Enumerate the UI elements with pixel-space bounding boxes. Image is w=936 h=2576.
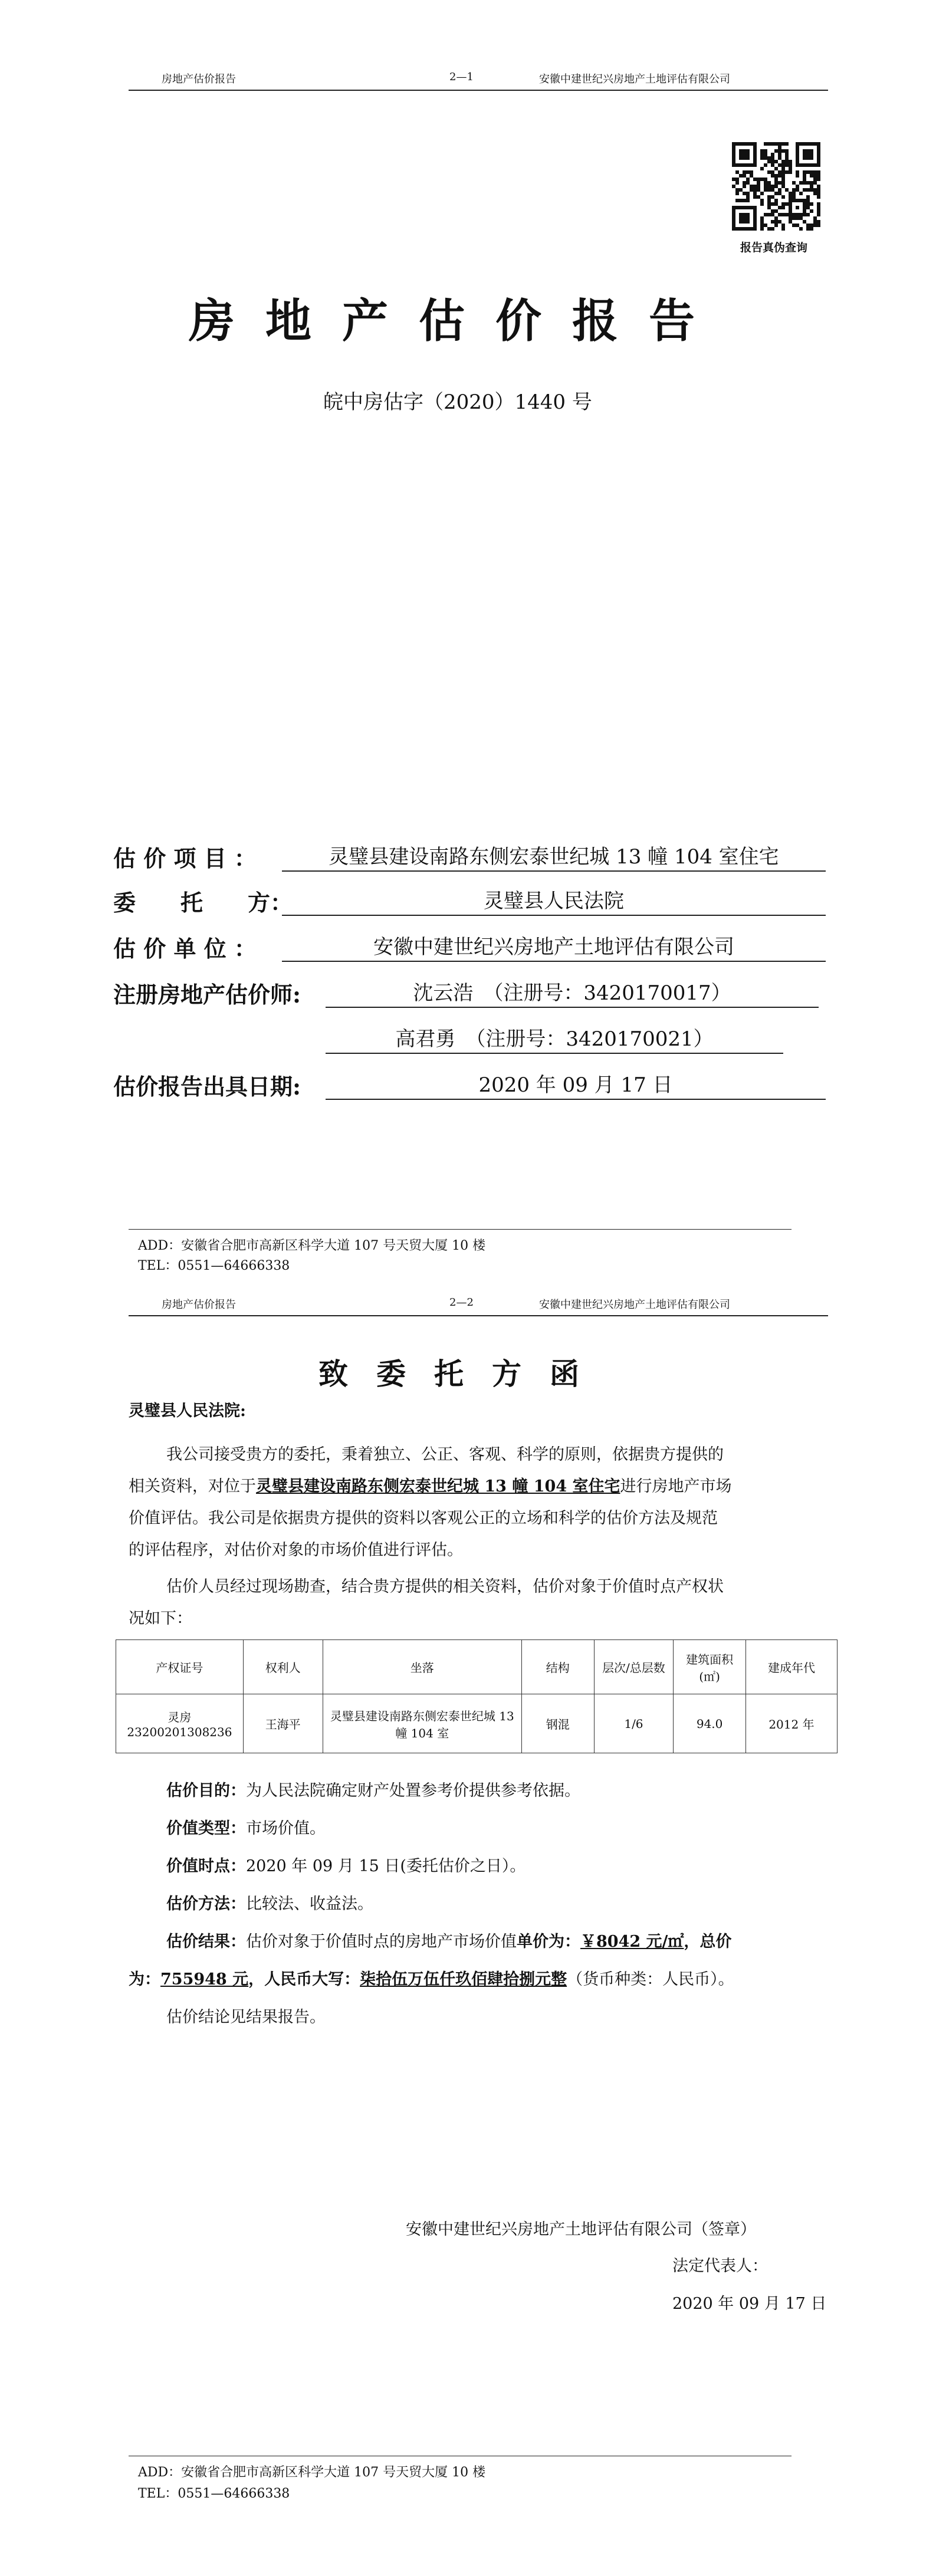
signature-date: 2020 年 09 月 17 日 — [672, 2295, 827, 2313]
para1-line2 — [129, 1472, 732, 1501]
header-rule — [129, 90, 828, 91]
para1-suffix: 进行房地产市场 — [620, 1477, 732, 1496]
table-header: 建筑面积(㎡) — [674, 1640, 746, 1694]
table-cell-cert — [116, 1694, 244, 1753]
property-address: 灵璧县建设南路东侧宏泰世纪城 13 幢 104 室住宅 — [256, 1477, 620, 1496]
para1-prefix: 相关资料，对位于 — [129, 1477, 256, 1496]
property-table — [116, 1639, 838, 1753]
total-label: ，总价 — [684, 1933, 732, 1951]
para1-line1: 我公司接受贵方的委托，秉着独立、公正、客观、科学的原则，依据贵方提供的 — [166, 1445, 724, 1464]
total-price: 755948 元 — [160, 1970, 249, 1989]
table-cell-structure: 钢混 — [521, 1694, 594, 1753]
unit-price: ￥8042 元/㎡ — [580, 1933, 684, 1951]
date-label: 估价报告出具日期: — [113, 1073, 301, 1100]
report-title: 房地产估价报告 — [189, 294, 726, 348]
value-date-value: 2020 年 09 月 15 日(委托估价之日）。 — [246, 1857, 526, 1875]
header-right: 安徽中建世纪兴房地产土地评估有限公司 — [539, 1299, 730, 1311]
purpose-label: 估价目的： — [166, 1782, 246, 1800]
unit-value: 安徽中建世纪兴房地产土地评估有限公司 — [282, 931, 826, 962]
appraiser-2: 高君勇 （注册号：3420170021） — [326, 1023, 783, 1054]
para1-line4: 的评估程序，对估价对象的市场价值进行评估。 — [129, 1541, 463, 1559]
table-cell-year: 2012 年 — [745, 1694, 837, 1753]
signature-rep: 法定代表人： — [672, 2257, 768, 2275]
table-cell-floor: 1/6 — [594, 1694, 674, 1753]
unit-price-label: 单价为： — [517, 1933, 580, 1951]
project-value: 灵璧县建设南路东侧宏泰世纪城 13 幢 104 室住宅 — [282, 840, 826, 872]
table-cell-owner: 王海平 — [243, 1694, 323, 1753]
table-cell-location: 灵璧县建设南路东侧宏泰世纪城 13 幢 104 室 — [323, 1694, 521, 1753]
table-row — [116, 1694, 838, 1753]
footer-address: ADD：安徽省合肥市高新区科学大道 107 号天贸大厦 10 楼 — [138, 2465, 486, 2480]
table-header-row — [116, 1640, 838, 1694]
para2-line2: 况如下： — [129, 1609, 192, 1628]
value-date-line — [166, 1852, 526, 1881]
header-page-number: 2—1 — [449, 71, 474, 83]
table-cell-area: 94.0 — [674, 1694, 746, 1753]
purpose-value: 为人民法院确定财产处置参考价提供参考依据。 — [246, 1782, 580, 1800]
project-label: 估 价 项 目 ： — [113, 845, 257, 872]
client-label: 委 托 方： — [113, 889, 293, 916]
value-type-line — [166, 1814, 326, 1844]
header-rule — [129, 1315, 828, 1316]
table-header: 坐落 — [323, 1640, 521, 1694]
rmb-label: ，人民币大写： — [248, 1970, 360, 1989]
letter-title: 致委托方函 — [318, 1356, 607, 1391]
header-left: 房地产估价报告 — [162, 1299, 236, 1311]
result-label: 估价结果： — [166, 1933, 246, 1951]
footer-address: ADD：安徽省合肥市高新区科学大道 107 号天贸大厦 10 楼 — [138, 1238, 486, 1253]
cert-line1: 灵房 — [168, 1710, 192, 1724]
table-header: 产权证号 — [116, 1640, 244, 1694]
result-line2 — [129, 1965, 734, 1995]
result-line1 — [166, 1927, 731, 1957]
para2-line1: 估价人员经过现场勘查，结合贵方提供的相关资料，估价对象于价值时点产权状 — [166, 1578, 724, 1596]
appraiser-label: 注册房地产估价师: — [113, 981, 301, 1008]
conclusion: 估价结论见结果报告。 — [166, 2008, 326, 2026]
qr-code-icon — [732, 142, 820, 231]
footer-tel: TEL：0551—64666338 — [138, 1259, 290, 1273]
footer-tel: TEL：0551—64666338 — [138, 2486, 290, 2501]
value-type-value: 市场价值。 — [246, 1819, 326, 1838]
result-text: 估价对象于价值时点的房地产市场价值 — [246, 1933, 517, 1951]
header-left: 房地产估价报告 — [162, 73, 236, 86]
cert-line2: 23200201308236 — [127, 1725, 232, 1739]
qr-caption: 报告真伪查询 — [740, 241, 808, 254]
table-header: 权利人 — [243, 1640, 323, 1694]
table-header: 层次/总层数 — [594, 1640, 674, 1694]
table-header: 建成年代 — [745, 1640, 837, 1694]
value-date-label: 价值时点： — [166, 1857, 246, 1875]
table-header: 结构 — [521, 1640, 594, 1694]
method-label: 估价方法： — [166, 1895, 246, 1913]
para1-line3: 价值评估。我公司是依据贵方提供的资料以客观公正的立场和科学的估价方法及规范 — [129, 1509, 718, 1527]
method-value: 比较法、收益法。 — [246, 1895, 373, 1913]
purpose-line — [166, 1776, 580, 1806]
appraiser-1: 沈云浩 （注册号：3420170017） — [326, 977, 819, 1008]
client-value: 灵璧县人民法院 — [282, 885, 826, 916]
rmb-amount: 柒拾伍万伍仟玖佰肆拾捌元整 — [360, 1970, 567, 1989]
total-label-2: 为： — [129, 1970, 160, 1989]
addressee: 灵璧县人民法院: — [129, 1402, 246, 1420]
footer-rule — [129, 1229, 792, 1230]
unit-label: 估 价 单 位 ： — [113, 935, 257, 962]
date-value: 2020 年 09 月 17 日 — [326, 1069, 826, 1100]
header-right: 安徽中建世纪兴房地产土地评估有限公司 — [539, 73, 730, 86]
method-line — [166, 1890, 373, 1919]
report-number: 皖中房估字（2020）1440 号 — [323, 390, 592, 414]
header-page-number: 2—2 — [449, 1296, 474, 1309]
value-type-label: 价值类型： — [166, 1819, 246, 1838]
signature-company: 安徽中建世纪兴房地产土地评估有限公司（签章） — [406, 2220, 756, 2239]
currency: （货币种类：人民币）。 — [567, 1970, 734, 1989]
